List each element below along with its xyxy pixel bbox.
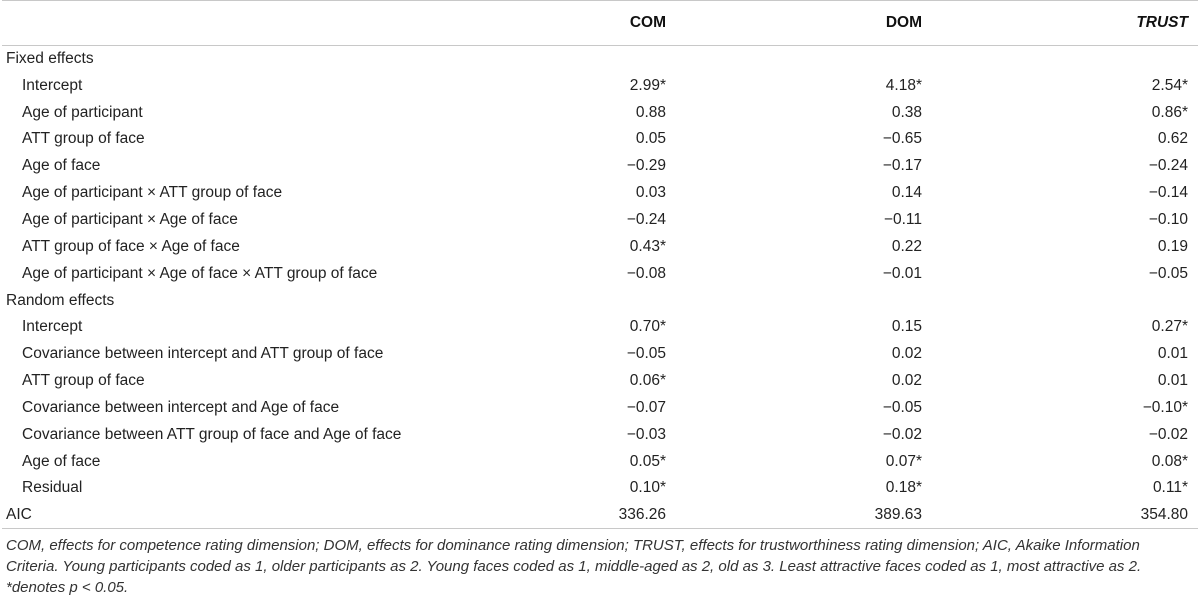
table-row <box>2 126 1198 153</box>
cell-com: 0.88 <box>635 103 666 121</box>
header-trust: TRUST <box>926 1 1198 46</box>
row-label: Covariance between intercept and ATT group of face <box>22 345 384 363</box>
cell-com: 0.06* <box>629 372 666 390</box>
cell-com: −0.24 <box>626 210 666 228</box>
cell-trust: −0.02 <box>1148 425 1188 443</box>
cell-com: 336.26 <box>482 502 670 529</box>
cell-dom: −0.01 <box>882 264 922 282</box>
header-com: COM <box>482 1 670 46</box>
cell-com: −0.05 <box>626 345 666 363</box>
cell-com <box>482 287 670 314</box>
cell-trust: −0.24 <box>1148 157 1188 175</box>
cell-com: 0.05* <box>629 452 666 470</box>
table-row <box>2 502 1198 529</box>
row-label: Age of participant × Age of face <box>22 210 238 228</box>
cell-com: −0.08 <box>626 264 666 282</box>
table-row <box>2 180 1198 207</box>
cell-com <box>482 46 670 73</box>
cell-com: 0.70* <box>629 318 666 336</box>
table-body <box>2 46 1198 529</box>
row-label: Intercept <box>22 76 83 94</box>
cell-trust: 0.19 <box>1157 237 1188 255</box>
header-row <box>2 1 1198 46</box>
cell-trust: 0.11* <box>1152 479 1188 497</box>
row-label: Age of face <box>22 452 101 470</box>
results-table <box>2 0 1198 529</box>
cell-trust: 0.86* <box>1151 103 1188 121</box>
table-row <box>2 233 1198 260</box>
cell-dom: −0.02 <box>882 425 922 443</box>
row-label: ATT group of face <box>22 372 145 390</box>
table-row <box>2 475 1198 502</box>
cell-dom: −0.65 <box>882 130 922 148</box>
table-row <box>2 72 1198 99</box>
cell-trust: 0.08* <box>1151 452 1188 470</box>
cell-trust: 2.54* <box>1151 76 1188 94</box>
row-label: Age of participant × Age of face × ATT group of face <box>22 264 378 282</box>
row-label: Covariance between ATT group of face and Age of face <box>22 425 402 443</box>
row-label: Age of participant × ATT group of face <box>22 184 283 202</box>
cell-com: −0.29 <box>626 157 666 175</box>
cell-dom: −0.11 <box>883 210 922 228</box>
cell-com: 0.43* <box>629 237 666 255</box>
cell-dom: 389.63 <box>670 502 926 529</box>
table-row <box>2 394 1198 421</box>
table-row <box>2 287 1198 314</box>
cell-com: 0.05 <box>635 130 666 148</box>
cell-trust: 0.01 <box>1157 372 1188 390</box>
cell-com: −0.07 <box>626 398 666 416</box>
table-footnote: COM, effects for competence rating dimension; DOM, effects for dominance rating dimension; TRUST, effects for trustworthiness rating dimension; AIC, Akaike Information Criteria. Young participants coded as 1, older participants as 2. Young faces coded as 1, middle-aged as 2, old as 3. Least attractive faces coded as 1, most attractive as 2. *denotes p < 0.05. <box>6 537 1142 597</box>
cell-dom: 0.15 <box>891 318 922 336</box>
cell-dom: 0.22 <box>891 237 922 255</box>
cell-com: 0.03 <box>635 184 666 202</box>
cell-trust <box>926 46 1198 73</box>
row-label: ATT group of face × Age of face <box>22 237 240 255</box>
table-row <box>2 341 1198 368</box>
row-label: Intercept <box>22 318 83 336</box>
row-label: ATT group of face <box>22 130 145 148</box>
cell-com: 0.10* <box>629 479 666 497</box>
cell-com: 2.99* <box>629 76 666 94</box>
cell-trust <box>926 287 1198 314</box>
row-label: Covariance between intercept and Age of face <box>22 398 340 416</box>
cell-trust: 0.27* <box>1151 318 1188 336</box>
table-row <box>2 153 1198 180</box>
table-row <box>2 448 1198 475</box>
cell-trust: −0.05 <box>1148 264 1188 282</box>
cell-dom <box>670 287 926 314</box>
cell-dom: 0.02 <box>891 372 922 390</box>
cell-dom: 0.18* <box>885 479 922 497</box>
cell-dom: −0.17 <box>882 157 922 175</box>
cell-dom: 0.02 <box>891 345 922 363</box>
cell-trust: 0.62 <box>1157 130 1188 148</box>
cell-dom: 0.07* <box>885 452 922 470</box>
cell-dom: 4.18* <box>885 76 922 94</box>
table-row <box>2 368 1198 395</box>
cell-trust: 0.01 <box>1157 345 1188 363</box>
cell-dom: −0.05 <box>882 398 922 416</box>
table-row <box>2 421 1198 448</box>
table-row <box>2 260 1198 287</box>
cell-trust: −0.10 <box>1148 210 1188 228</box>
cell-dom: 0.38 <box>891 103 922 121</box>
cell-trust: −0.10* <box>1142 398 1188 416</box>
header-dom: DOM <box>670 1 926 46</box>
header-blank-cell <box>2 1 482 46</box>
row-label: Residual <box>22 479 83 497</box>
cell-com: −0.03 <box>626 425 666 443</box>
row-label: Age of face <box>22 157 101 175</box>
table-row <box>2 46 1198 73</box>
table-row <box>2 99 1198 126</box>
cell-dom: 0.14 <box>891 184 922 202</box>
row-label: Random effects <box>6 291 115 309</box>
cell-dom <box>670 46 926 73</box>
cell-trust: −0.14 <box>1148 184 1188 202</box>
cell-trust: 354.80 <box>926 502 1198 529</box>
table-row <box>2 207 1198 234</box>
table-row <box>2 314 1198 341</box>
row-label: AIC <box>2 502 482 529</box>
row-label: Fixed effects <box>6 50 94 68</box>
row-label: Age of participant <box>22 103 143 121</box>
